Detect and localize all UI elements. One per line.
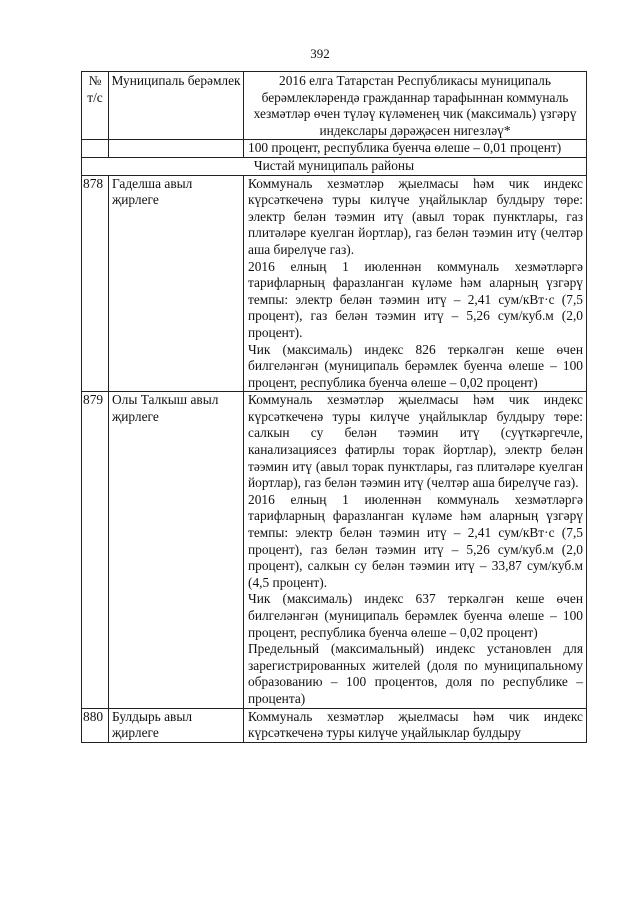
header-municipality: Муниципаль берәмлек xyxy=(109,72,244,140)
header-number: № т/с xyxy=(82,72,109,140)
row-number: 880 xyxy=(82,708,109,742)
section-row xyxy=(82,157,587,175)
row-paragraph: Коммуналь хезмәтләр җыелмасы һәм чик индекс күрсәткеченә туры килүче уңайлыклар булдыру төре: салкын су белән тәэмин итү (суүткәргечле, канализациясез фатирлы торак йортлар), электр белән тәэмин итү (авыл торак пунктлары, газ плитәләре куелган йортлар), газ белән тәэмин итү (челтәр аша бирелүче газ). xyxy=(248,392,583,491)
continuation-text: 100 процент, республика буенча өлеше – 0,01 процент) xyxy=(248,140,562,156)
row-municipality: Олы Талкыш авыл җирлеге xyxy=(109,392,244,708)
row-paragraph: 2016 елның 1 июленнән коммуналь хезмәтләргә тарифларның фаразланган күләме һәм аларның үзгәрү темпы: электр белән тәэмин итү – 2,41 сум/кВт·с (7,5 процент), газ белән тәэмин итү – 5,26 сум/куб.м (2,0 процент), салкын су белән тәэмин итү – 33,87 сум/куб.м (4,5 процент). xyxy=(248,491,583,590)
row-description xyxy=(244,175,587,392)
row-paragraph: Коммуналь хезмәтләр җыелмасы һәм чик индекс күрсәткеченә туры килүче уңайлыклар булдыру xyxy=(248,708,583,741)
row-description xyxy=(244,392,587,708)
row-paragraph: Чик (максималь) индекс 637 теркәлгән кеше өчен билгеләнгән (муниципаль берәмлек буенча өлеше – 100 процент, республика буенча өлеше – 0,02 процент) xyxy=(248,591,583,640)
tariff-index-table xyxy=(81,71,587,743)
row-paragraph: Коммуналь хезмәтләр җыелмасы һәм чик индекс күрсәткеченә туры килүче уңайлыклар булдыру төре: электр белән тәэмин итү (авыл торак пунктлары, газ плитәләре куелган йортлар), газ белән тәэмин итү (челтәр аша бирелүче газ). xyxy=(248,175,583,257)
row-description xyxy=(244,708,587,742)
table-row xyxy=(82,175,587,392)
row-paragraph: 2016 елның 1 июленнән коммуналь хезмәтләргә тарифларның фаразланган күләме һәм аларның үзгәрү темпы: электр белән тәэмин итү – 2,41 сум/кВт·с (7,5 процент), газ белән тәэмин итү – 5,26 сум/куб.м (2,0 процент). xyxy=(248,258,583,340)
section-title: Чистай муниципаль районы xyxy=(82,157,587,175)
row-municipality: Булдырь авыл җирлеге xyxy=(109,708,244,742)
table-header-row xyxy=(82,72,587,140)
page-number: 392 xyxy=(310,46,330,61)
table-row xyxy=(82,392,587,708)
row-paragraph: Чик (максималь) индекс 826 теркәлгән кеше өчен билгеләнгән (муниципаль берәмлек буенча өлеше – 100 процент, республика буенча өлеше – 0,02 процент) xyxy=(248,341,583,390)
row-number: 879 xyxy=(82,392,109,708)
continuation-row xyxy=(82,140,587,158)
row-paragraph: Предельный (максимальный) индекс установлен для зарегистрированных жителей (доля по муниципальному образованию – 100 процентов, доля по республике –процента) xyxy=(248,641,583,706)
table-row xyxy=(82,708,587,742)
row-number: 878 xyxy=(82,175,109,392)
row-municipality: Гаделша авыл җирлеге xyxy=(109,175,244,392)
header-description: 2016 елга Татарстан Республикасы муниципаль берәмлекләрендә гражданнар тарафыннан коммуналь хезмәтләр өчен түләү күләменең чик (максималь) үзгәрү индекслары дәрәҗәсен нигезләү* xyxy=(244,72,587,140)
